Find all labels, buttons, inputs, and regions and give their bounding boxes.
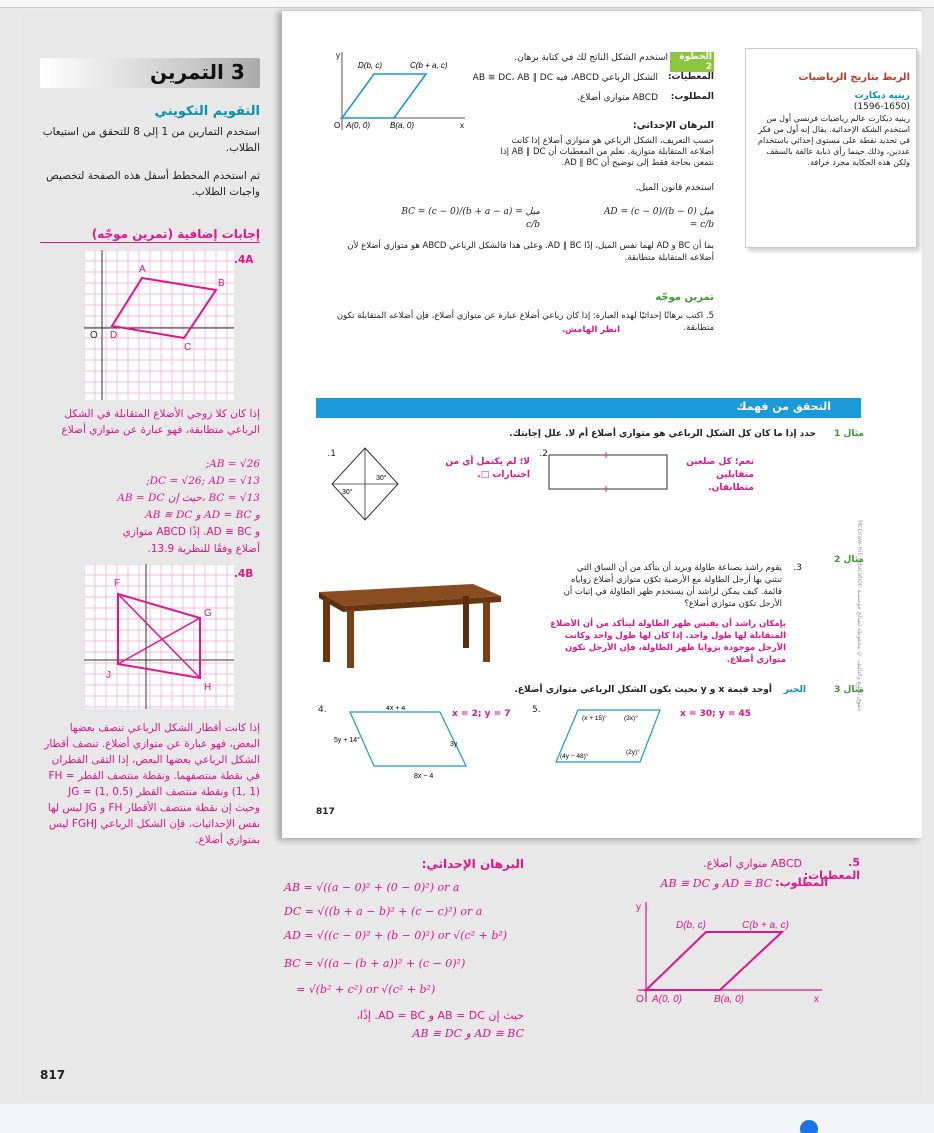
graph-4a (84, 250, 234, 400)
ans4a-math-1: AB = √26; (205, 458, 260, 470)
svg-text:3y: 3y (450, 741, 458, 748)
formative-heading: التقويم التكويني (154, 104, 260, 119)
copyright-side-text: McGraw-Hill Education حقوق الطبع والتأليف © محفوظة لصالح مؤسسة (856, 520, 863, 712)
svg-text:x: x (814, 994, 819, 1005)
q4-text: أوجد قيمة x و y بحيث يكون الشكل الرباعي متوازي أضلاع. (514, 685, 772, 695)
eq3: AD = √((c − 0)² + (b − 0)²) or √(c² + b²) (284, 929, 508, 942)
parallelogram-q4 (330, 706, 470, 784)
eq7: AD ≅ BC و AB ≅ DC (412, 1027, 524, 1040)
eq5: = √(b² + c²) or √(c² + b²) (296, 983, 436, 996)
guided-practice-text: 5. اكتب برهانًا إحداثيًا لهذه العبارة: إذا كان رباعي أضلاع عبارة عن متوازي أضلاع، فإن أضلاعه المتقابلة تكون متطابقة. (336, 311, 714, 333)
svg-text:y: y (636, 902, 641, 913)
ans4a-label: 4A. (234, 254, 254, 266)
svg-text:4x + 4: 4x + 4 (386, 706, 406, 712)
q4-number: 4. (318, 705, 327, 715)
example-2-tag: مثال 2 (834, 555, 864, 565)
svg-text:A(0, 0): A(0, 0) (652, 994, 683, 1005)
ans4a-math-4: و AD = BC و AB ≅ DC (145, 509, 260, 521)
formative-text-2: ثم استخدم المخطط أسفل هذه الصفحة لتخصيص واجبات الطلاب. (46, 170, 260, 198)
ans4a-text: إذا كان كلا زوجي الأضلاع المتقابلة في الشكل الرباعي متطابقة، فهو عبارة عن متوازي أضلاع (61, 408, 260, 436)
ans4a-math-6: أضلاع وفقًا للنظرية 13.9. (147, 543, 260, 555)
answer-2: نعم؛ كل ضلعين متقابلين متطابقان. (686, 457, 754, 493)
wooden-table-photo (313, 574, 503, 670)
slope-formula: استخدم قانون الميل. (635, 183, 714, 193)
coord-proof-label: البرهان الإحداثي: (632, 120, 714, 131)
svg-text:D(b, c): D(b, c) (358, 61, 382, 70)
answer-5: x = 30; y = 45 (680, 709, 752, 719)
given-label: المعطيات: (667, 72, 714, 82)
svg-text:(4y − 48)°: (4y − 48)° (560, 753, 589, 760)
step-label: الخطوة 2 (670, 52, 714, 72)
example-1-prompt: حدد إذا ما كان كل الشكل الرباعي هو متوازي أضلاع أم لا. علل إجابتك. (509, 429, 816, 439)
browser-top-bar (0, 0, 934, 8)
history-text: رينيه ديكارت عالم رياضيات فرنسي أول من استخدم الشكة الإحداثية. يقال إنه أول من فكر في تحديد نقطة على مستوى إحداثي باستخدام عددين، وذلك حينما رأى ذبابة عالقة بالسقف ولكن هذه الحكاية مجرد خرافة. (757, 114, 910, 167)
answer-4: x = 2; y = 7 (452, 709, 511, 719)
check-understanding-band (316, 398, 861, 418)
coordinate-figure-bottom (632, 898, 828, 1006)
svg-text:O: O (636, 994, 644, 1005)
given-text: الشكل الرباعي ABCD، فيه AB ≅ DC، AB ∥ DC (472, 73, 658, 83)
eq1: AB = √((a − 0)² + (0 − 0)²) or a (284, 881, 460, 894)
prove5-label: المطلوب: (775, 876, 828, 889)
point-label-f: F (114, 578, 121, 589)
example-1-tag: مثال 1 (834, 429, 864, 439)
given5-text: ABCD متوازي أضلاع. (703, 857, 802, 870)
guided-practice-link[interactable]: انظر الهامش. (561, 325, 620, 335)
history-years: (1596-1650) (853, 102, 910, 112)
point-label-h: H (204, 682, 212, 693)
point-label-j: J (106, 670, 111, 681)
svg-text:y: y (336, 51, 340, 60)
rhombus-figure (330, 446, 400, 522)
svg-text:B(a, 0): B(a, 0) (390, 121, 415, 130)
q5-number: 5. (532, 705, 541, 715)
slope-bc: ميل BC = (c − 0)/(b + a − a) = c/b (401, 207, 540, 230)
ans4b-label: 4B. (234, 568, 254, 580)
step-text: استخدم الشكل الناتج لك في كتابة برهان. (514, 53, 668, 63)
svg-text:8x − 4: 8x − 4 (414, 773, 434, 780)
svg-text:C(b + a, c): C(b + a, c) (410, 61, 448, 70)
svg-text:5y + 14°: 5y + 14° (334, 737, 360, 744)
svg-text:(x + 15)°: (x + 15)° (582, 715, 607, 722)
proof-title: البرهان الإحداثي: (421, 857, 524, 871)
origin-label: O (90, 330, 98, 341)
svg-text:D(b, c): D(b, c) (676, 920, 706, 931)
svg-text:(3x)°: (3x)° (624, 715, 638, 722)
svg-text:(2y)°: (2y)° (626, 749, 640, 756)
q1-number: 1. (327, 449, 336, 459)
coord-proof-text: حسب التعريف، الشكل الرباعي هو متوازي أضلاع إذا كانت أضلاعه المتقابلة متوازية. نعلم من المعطيات أن AB ∥ DC إذا نتمعن بحاجة فقط إلى توضيح أن AD ∥ BC. (500, 136, 714, 168)
history-title: الربط بتاريخ الرياضيات (798, 72, 910, 83)
prove-label: المطلوب: (670, 92, 714, 102)
extra-answers-heading: إجابات إضافية (تمرين موجّه) (40, 226, 260, 243)
ans4a-math-2: DC = √26; AD = √13; (146, 475, 260, 487)
svg-text:B(a, 0): B(a, 0) (714, 994, 745, 1005)
floating-action-dot[interactable] (800, 1120, 818, 1133)
rectangle-figure (546, 452, 672, 494)
page-number: 817 (316, 807, 335, 817)
q3-number: 3. (793, 563, 802, 573)
svg-text:C(b + a, c): C(b + a, c) (742, 920, 789, 931)
check-understanding-title: التحقق من فهمك (736, 400, 831, 413)
q4-title: الجبر (783, 685, 806, 695)
ans4b-text: إذا كانت أقطار الشكل الرباعي تنصف بعضها البعض، فهو عبارة عن متوازي أضلاع. تنصف أقطار الشكل الرباعي بعضها البعض، إذا التقى القطران في نقطة منتصفهما. ونقطة منتصف القطر FH = (1, 1) ونقطة منتصف القطر JG = (1, 0.5) وحيث إن نقطة منتصف الأقطار FH و JG ليس لها نفس الإحداثيات، فإن الشكل الرباعي FGHJ ليس بمتوازي أضلاع. (44, 722, 260, 846)
example-3-tag: مثال 3 (834, 685, 864, 695)
q2-number: 2. (539, 449, 548, 459)
svg-text:A(0, 0): A(0, 0) (346, 121, 371, 130)
browser-bottom-bar (0, 1104, 934, 1133)
prove5-text: AD ≅ BC و AB ≅ DC (660, 877, 772, 890)
given5-label: 5. المعطيات: (803, 856, 860, 882)
formative-text-1: استخدم التمارين من 1 إلى 8 للتحقق من استيعاب الطلاب. (42, 126, 260, 154)
eq4: BC = √((a − (b + a))² + (c − 0)²) (284, 957, 466, 970)
parallelogram-q5 (548, 706, 670, 768)
slope-ad: ميل AD = (c − 0)/(b − 0) = c/b (603, 207, 714, 230)
ans4a-math-3: BC = √13 ،حيث إن AB = DC (117, 492, 260, 504)
svg-text:30°: 30° (342, 489, 353, 496)
q3-text: يقوم راشد بصناعة طاولة ويريد أن يتأكد من أن الساق التي تنثني بها أرجل الطاولة مع الأرضية تكوّن متوازي أضلاع زواياه قائمة. كيف يمكن لراشد أن يستخدم ظهر الطاولة في إثبات أن الأرجل تكوّن متوازي أضلاع؟ (563, 563, 782, 609)
eq6: حيث إن AB = DC و AD = BC. إذًا، (356, 1009, 524, 1022)
answer-3: بإمكان راشد أن يقيس ظهر الطاولة ليتأكد من أن الأضلاع المتقابلة لها طول واحد. إذا كان لها طول واحد وكانت الأرجل موجودة بزوايا ظهر الطاولة، فإن الأرجل تكون متوازي أضلاع. (550, 619, 786, 665)
conclusion-text: بما أن BC و AD لهما نفس الميل، إذًا AD ∥ BC. وعلى هذا فالشكل الرباعي ABCD هو متوازي أضلاع لأن أضلاعه المتقابلة متطابقة. (347, 241, 714, 263)
prove-text: ABCD متوازي أضلاع. (577, 93, 658, 103)
answer-1: لا؛ لم يكتمل أي من اختبارات □. (445, 457, 530, 480)
eq2: DC = √((b + a − b)² + (c − c)²) or a (284, 905, 483, 918)
point-label-g: G (204, 608, 212, 619)
svg-text:30°: 30° (376, 475, 387, 482)
svg-text:x: x (460, 121, 464, 130)
lesson-title: 3 التمرين (150, 60, 245, 84)
svg-text:O: O (334, 121, 341, 130)
left-page-number: 817 (40, 1068, 66, 1082)
point-label-a: A (139, 264, 146, 275)
guided-practice-label: تمرين موجّه (655, 292, 714, 303)
point-label-b: B (218, 278, 225, 289)
coordinate-figure-top (330, 50, 470, 132)
point-label-c: C (184, 342, 192, 353)
graph-4b (84, 564, 234, 709)
history-name: رينيه ديكارت (854, 91, 910, 101)
point-label-d: D (110, 330, 118, 341)
ans4a-math-5: و AD ≅ BC. إذًا ABCD متوازي (122, 526, 260, 538)
